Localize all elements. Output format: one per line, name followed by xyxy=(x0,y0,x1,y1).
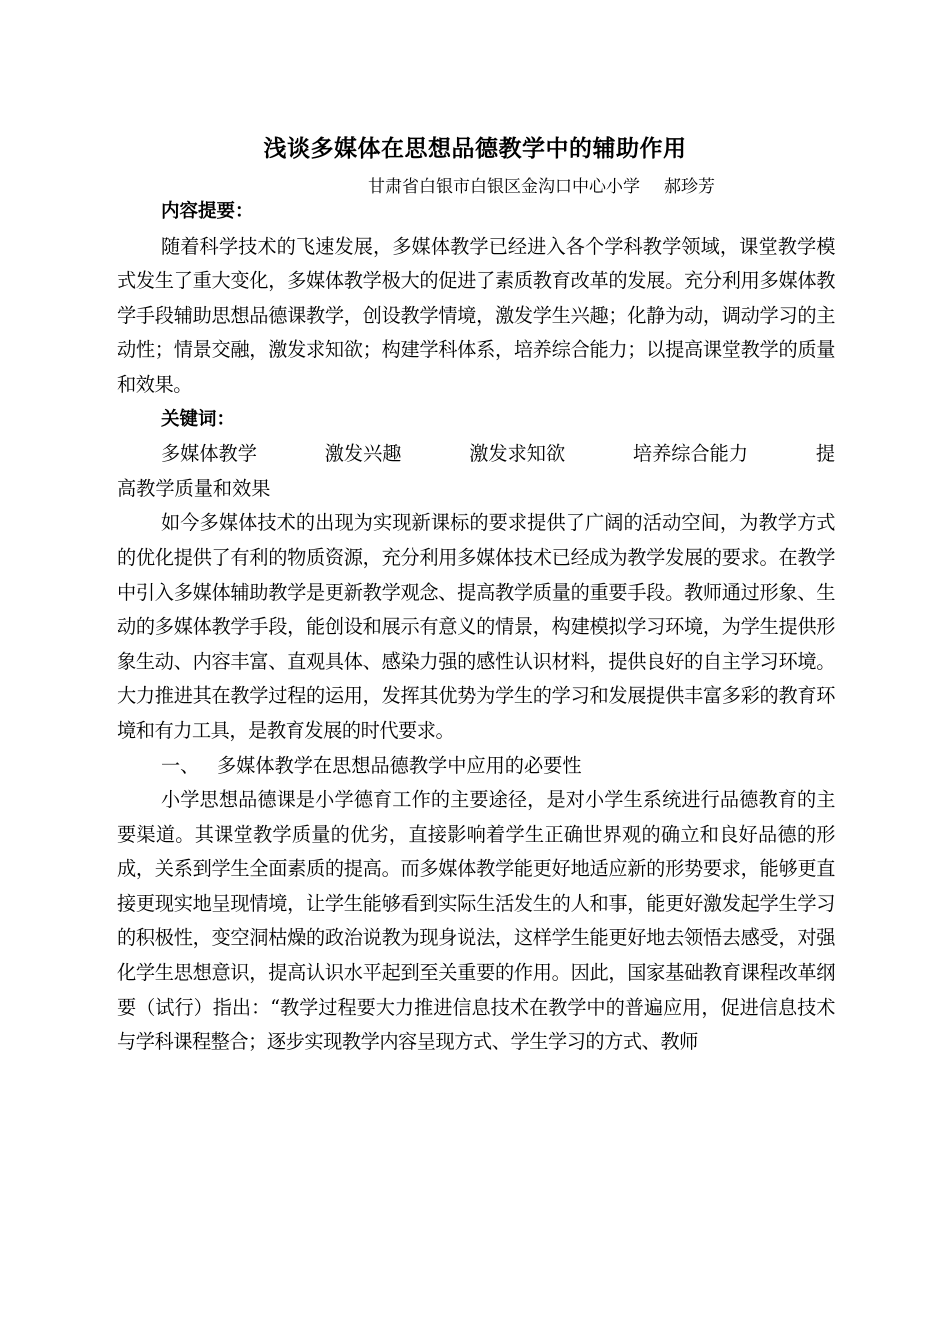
keyword-item: 培养综合能力 xyxy=(632,442,749,466)
keywords-heading: 关键词： xyxy=(161,408,236,430)
keyword-item: 多媒体教学 xyxy=(161,442,257,466)
author-affiliation: 甘肃省白银市白银区金沟口中心小学 xyxy=(368,177,640,197)
intro-paragraph: 如今多媒体技术的出现为实现新课标的要求提供了广阔的活动空间，为教学方式的优化提供了有利的物质资源，充分利用多媒体技术已经成为教学发展的要求。在教学中引入多媒体辅助教学是更新教学观念、提高教学质量的重要手段。教师通过形象、生动的多媒体教学手段，能创设和展示有意义的情景，构建模拟学习环境，为学生提供形象生动、内容丰富、直观具体、感染力强的感性认识材料，提供良好的自主学习环境。大力推进其在教学过程的运用，发挥其优势为学生的学习和发展提供丰富多彩的教育环境和有力工具，是教育发展的时代要求。 xyxy=(117,511,835,742)
keyword-item: 激发兴趣 xyxy=(324,442,402,466)
section-heading xyxy=(117,749,835,784)
abstract-heading: 内容提要： xyxy=(161,201,254,222)
author-name: 郝珍芳 xyxy=(664,177,715,197)
document-title: 浅谈多媒体在思想品德教学中的辅助作用 xyxy=(263,136,687,162)
abstract-paragraph: 随着科学技术的飞速发展，多媒体教学已经进入各个学科教学领域，课堂教学模式发生了重大变化，多媒体教学极大的促进了素质教育改革的发展。充分利用多媒体教学手段辅助思想品德课教学，创设教学情境，激发学生兴趣；化静为动，调动学习的主动性；情景交融，激发求知欲；构建学科体系，培养综合能力；以提高课堂教学的质量和效果。 xyxy=(117,234,835,396)
keywords-list xyxy=(117,437,835,472)
document-body xyxy=(117,195,835,1060)
keyword-item: 提 xyxy=(815,442,835,466)
section-paragraph: 小学思想品德课是小学德育工作的主要途径，是对小学生系统进行品德教育的主要渠道。其课堂教学质量的优劣，直接影响着学生正确世界观的确立和良好品德的形成，关系到学生全面素质的提高。而多媒体教学能更好地适应新的形势要求，能够更直接更现实地呈现情境，让学生能够看到实际生活发生的人和事，能更好激发起学生学习的积极性，变空洞枯燥的政治说教为现身说法，这样学生能更好地去领悟去感受，对强化学生思想意识，提高认识水平起到至关重要的作用。因此，国家基础教育课程改革纲要（试行）指出：“教学过程要大力推进信息技术在教学中的普遍应用，促进信息技术与学科课程整合；逐步实现教学内容呈现方式、学生学习的方式、教师 xyxy=(117,788,835,1054)
keyword-item: 激发求知欲 xyxy=(469,442,566,466)
keyword-continuation: 高教学质量和效果 xyxy=(117,476,271,500)
section-number: 一、 xyxy=(161,753,200,777)
section-title: 多媒体教学在思想品德教学中应用的必要性 xyxy=(217,753,582,777)
